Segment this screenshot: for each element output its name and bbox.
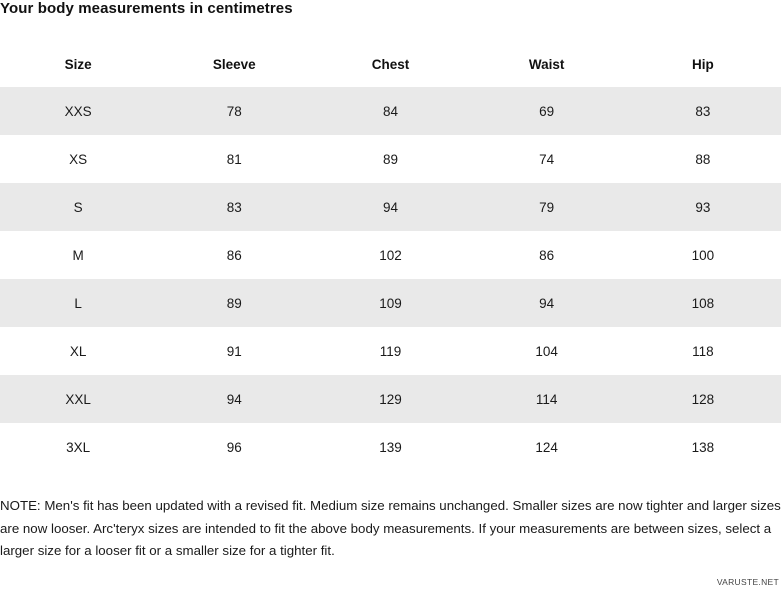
cell-waist: 79 — [469, 183, 625, 231]
cell-sleeve: 81 — [156, 135, 312, 183]
cell-sleeve: 89 — [156, 279, 312, 327]
cell-size: L — [0, 279, 156, 327]
cell-chest: 109 — [312, 279, 468, 327]
cell-waist: 114 — [469, 375, 625, 423]
table-row — [0, 87, 781, 135]
cell-chest: 119 — [312, 327, 468, 375]
fit-note: NOTE: Men's fit has been updated with a revised fit. Medium size remains unchanged. Smaller sizes are now tighter and larger sizes are now looser. Arc'teryx sizes are intended to fit the above body measurements. If your measurements are between sizes, select a larger size for a looser fit or a smaller size for a tighter fit. — [0, 498, 781, 559]
cell-hip: 83 — [625, 87, 781, 135]
cell-size: XL — [0, 327, 156, 375]
cell-chest: 94 — [312, 183, 468, 231]
cell-waist: 94 — [469, 279, 625, 327]
table-body — [0, 87, 781, 471]
column-header-waist: Waist — [469, 42, 625, 87]
page-title: Your body measurements in centimetres — [0, 0, 293, 17]
cell-chest: 102 — [312, 231, 468, 279]
cell-chest: 84 — [312, 87, 468, 135]
cell-size: 3XL — [0, 423, 156, 471]
body-measurements-table — [0, 42, 781, 471]
table-row — [0, 279, 781, 327]
cell-size: XXL — [0, 375, 156, 423]
cell-sleeve: 83 — [156, 183, 312, 231]
table-row — [0, 183, 781, 231]
cell-waist: 74 — [469, 135, 625, 183]
cell-sleeve: 94 — [156, 375, 312, 423]
column-header-sleeve: Sleeve — [156, 42, 312, 87]
cell-hip: 88 — [625, 135, 781, 183]
cell-hip: 100 — [625, 231, 781, 279]
cell-waist: 104 — [469, 327, 625, 375]
column-header-chest: Chest — [312, 42, 468, 87]
site-watermark: VARUSTE.NET — [716, 577, 779, 587]
cell-size: S — [0, 183, 156, 231]
cell-waist: 124 — [469, 423, 625, 471]
table-row — [0, 231, 781, 279]
cell-sleeve: 78 — [156, 87, 312, 135]
table-header — [0, 42, 781, 87]
cell-size: M — [0, 231, 156, 279]
table-header-row — [0, 42, 781, 87]
table-row — [0, 423, 781, 471]
cell-size: XXS — [0, 87, 156, 135]
cell-waist: 86 — [469, 231, 625, 279]
cell-chest: 89 — [312, 135, 468, 183]
column-header-size: Size — [0, 42, 156, 87]
cell-sleeve: 91 — [156, 327, 312, 375]
cell-hip: 93 — [625, 183, 781, 231]
cell-size: XS — [0, 135, 156, 183]
column-header-hip: Hip — [625, 42, 781, 87]
cell-hip: 118 — [625, 327, 781, 375]
cell-hip: 108 — [625, 279, 781, 327]
cell-chest: 139 — [312, 423, 468, 471]
table-row — [0, 135, 781, 183]
cell-hip: 128 — [625, 375, 781, 423]
table-row — [0, 375, 781, 423]
cell-hip: 138 — [625, 423, 781, 471]
cell-waist: 69 — [469, 87, 625, 135]
cell-chest: 129 — [312, 375, 468, 423]
table-row — [0, 327, 781, 375]
cell-sleeve: 86 — [156, 231, 312, 279]
cell-sleeve: 96 — [156, 423, 312, 471]
